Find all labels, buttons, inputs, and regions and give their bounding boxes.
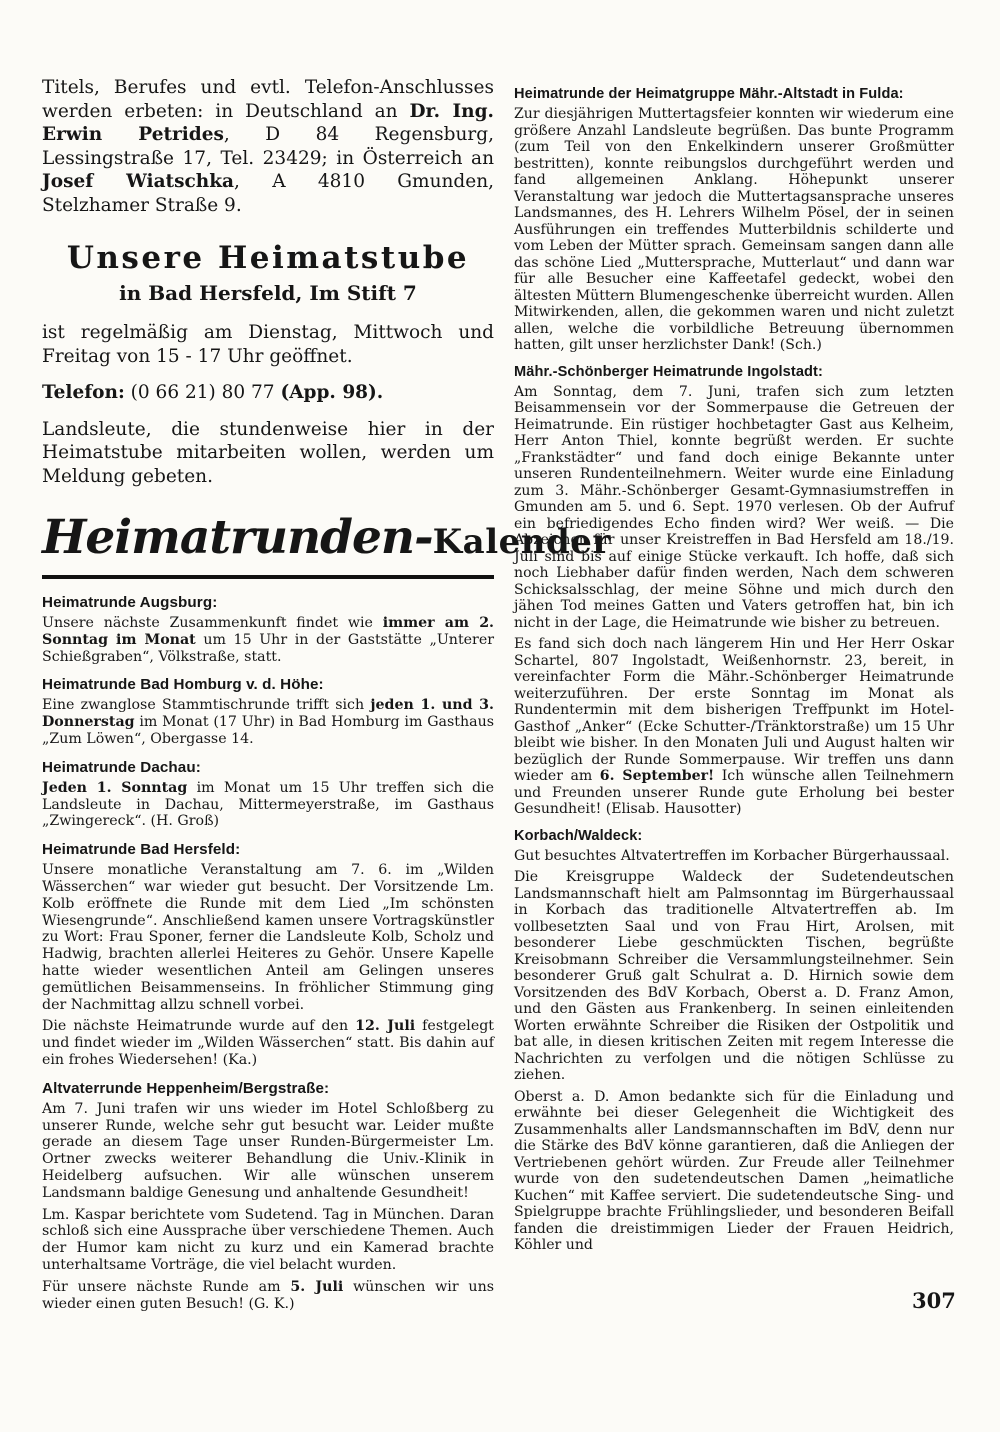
section-heimatrunde-bad-homburg [42,675,494,747]
section-heading: Altvaterrunde Heppenheim/Bergstraße: [42,1079,330,1097]
section-heimatrunde-fulda [514,85,954,354]
section-heading: Korbach/Waldeck: [514,827,643,844]
section-heading: Heimatrunde Dachau: [42,758,201,776]
section-heimatrunde-bad-hersfeld [42,840,494,1069]
section-paragraph: Die Kreisgruppe Waldeck der Sudetendeutschen Landsmannschaft hielt am Palmsonntag im Bürgerhaussaal in Korbach das traditionelle Altvatertreffen ab. Im vollbesetzten Saal und von Frau Hirt, Arolsen, mit besonderer Liebe geschmückten Tischen, begrüßte Kreisobmann Schreiber die Versammlungsteilnehmer. Sein besonderer Gruß galt Schulrat a. D. Hirnich sowie dem Vorsitzenden des BdV Korbach, Oberst a. D. Franz Amon, und den Gästen aus Frankenberg. In seinen einleitenden Worten erwähnte Schreiber die Risiken der Ostpolitik und bat alle, in diesen kritischen Zeiten mit regem Interesse die Nachrichten zu verfolgen und die nötigen Schlüsse zu ziehen. [514,869,954,1083]
section-paragraph: Oberst a. D. Amon bedankte sich für die Einladung und erwähnte bei dieser Gelegenheit die Wichtigkeit des Zusammenhalts aller Landsmannschaften im BdV, denn nur die Stärke des BdV könne garantieren, daß die Anliegen der Vertriebenen gehört würden. Zur Freude aller Teilnehmer wurde von den sudetendeutschen Damen „heimatliche Kuchen“ mit Kaffee serviert. Die sudetendeutsche Sing- und Spielgruppe brachte Frühlingslieder, und besonderen Beifall fanden die dreistimmigen Lieder der Frauen Heidrich, Köhler und [514,1088,954,1253]
section-heimatrunde-ingolstadt [514,363,954,818]
section-heading: Mähr.-Schönberger Heimatrunde Ingolstadt: [514,363,823,380]
section-heading: Heimatrunde der Heimatgruppe Mähr.-Altstadt in Fulda: [514,86,904,102]
heimatstube-note: Landsleute, die stundenweise hier in der Heimatstube mitarbeiten wollen, werden um Meldung gebeten. [42,418,494,487]
section-altvaterrunde-heppenheim [42,1079,494,1313]
section-paragraph: Es fand sich doch nach längerem Hin und Her Herr Oskar Schartel, 807 Ingolstadt, Weißenhornstr. 23, bereit, in vereinfachter Form die Mähr.-Schönberger Heimatrunde weiterzuführen. Der erste Sonntag im Monat als Rundentermin mit dem bisherigen Treffpunkt im Hotel-Gasthof „Anker“ (Ecke Schutter-/Tränktorstraße) um 15 Uhr bleibt wie bisher. In den Monaten Juli und August halten wir bezüglich der Runde Sommerpause. Wir treffen uns dann wieder am 6. September! Ich wünsche allen Teilnehmern und Freunden unserer Runde gute Erholung bei bester Gesundheit! (Elisab. Hausotter) [514,636,954,817]
section-paragraph: Jeden 1. Sonntag im Monat um 15 Uhr treffen sich die Landsleute in Dachau, Mittermeyerstraße, im Gasthaus „Zwingereck“. (H. Groß) [42,779,494,830]
section-paragraph: Eine zwanglose Stammtischrunde trifft sich jeden 1. und 3. Donnerstag im Monat (17 Uhr) in Bad Homburg im Gasthaus „Zum Löwen“, Obergasse 14. [42,697,494,747]
heimatstube-phone: Telefon: (0 66 21) 80 77 (App. 98). [42,382,384,403]
section-heading: Heimatrunde Augsburg: [42,594,218,611]
page-number: 307 [912,1288,956,1313]
kalender-masthead [42,510,611,579]
right-column [514,76,954,1261]
heimatstube-section [42,241,494,488]
section-paragraph: Die nächste Heimatrunde wurde auf den 12. Juli festgelegt und findet wieder im „Wilden Wässerchen“ statt. Bis dahin auf ein frohes Wiedersehen! (Ka.) [42,1018,495,1068]
kalender-serif-title: Kalender [432,522,611,562]
heimatstube-subtitle: in Bad Hersfeld, Im Stift 7 [119,281,417,305]
section-paragraph: Gut besuchtes Altvatertreffen im Korbacher Bürgerhaussaal. [514,847,950,864]
section-heading: Heimatrunde Bad Homburg v. d. Höhe: [42,676,324,694]
heimatstube-title: Unsere Heimatstube [66,240,470,276]
section-paragraph: Zur diesjährigen Muttertagsfeier konnten wir wiederum eine größere Anzahl Landsleute begrüßen. Das bunte Programm (zum Teil von den Enkelkindern unserer Großmütter bestritten), konnte reibungslos durchgeführt werden und fand allgemeinen Anklang. Höhepunkt unserer Veranstaltung war jedoch die Muttertagsansprache unseres Landsmannes, des H. Lehrers Wilhelm Pösel, der in seinen Ausführungen ein treffendes Mutterbildnis schilderte und vom Leben der Mütter sprach. Gemeinsam sangen dann alle das schöne Lied „Muttersprache, Mutterlaut“ und dann war für alle Besucher eine Kaffeetafel gedeckt, wobei den ältesten Müttern Blumengeschenke überreicht wurden. Allen Mitwirkenden, allen, die gekommen waren und nicht zuletzt allen, welche die vorbildliche Betreuung übernommen hatten, gilt unser herzlichster Dank! (Sch.) [514,106,955,353]
section-heading: Heimatrunde Bad Hersfeld: [42,841,241,859]
section-heimatrunde-dachau [42,758,494,830]
section-paragraph: Lm. Kaspar berichtete vom Sudetend. Tag in München. Daran schloß sich eine Aussprache über verschiedene Themen. Auch der Humor kam nicht zu kurz und ein Kamerad brachte unterhaltsame Vorträge, die viel belacht wurden. [42,1206,494,1273]
kalender-script-title: Heimatrunden- [42,510,433,565]
section-heimatrunde-augsburg [42,593,494,665]
section-paragraph: Für unsere nächste Runde am 5. Juli wünschen wir uns wieder einen guten Besuch! (G. K.) [42,1278,494,1312]
intro-paragraph: Titels, Berufes und evtl. Telefon-Anschlusses werden erbeten: in Deutschland an Dr. Ing. Erwin Petrides, D 84 Regensburg, Lessingstraße 17, Tel. 23429; in Österreich an Josef Wiatschka, A 4810 Gmunden, Stelzhamer Straße 9. [42,77,495,216]
section-paragraph: Am 7. Juni trafen wir uns wieder im Hotel Schloßberg zu unserer Runde, welche sehr gut besucht war. Leider mußte gerade an diesem Tage unser Runden-Bürgermeister Lm. Ortner zwecks weiterer Behandlung die Univ.-Klinik in Heidelberg aufsuchen. Wir alle wünschen unserem Landsmann baldige Genesung und anhaltende Gesundheit! [42,1100,494,1201]
section-paragraph: Am Sonntag, dem 7. Juni, trafen sich zum letzten Beisammensein vor der Sommerpause die Getreuen der Heimatrunde. Ein rüstiger hochbetagter Gast aus Kelheim, Herr Anton Thiel, konnte begrüßt werden. Er suchte „Frankstädter“ und fand doch einige Bekannte unter unseren Rundenteilnehmern. Weiter wurde eine Einladung zum 3. Mähr.-Schönberger Gesamt-Gymnasiumstreffen in Gmunden am 5. und 6. Sept. 1970 verlesen. Ob der Aufruf ein befriedigendes Echo finden wird? Wer weiß. — Die Abzeichen für unser Kreistreffen in Bad Hersfeld am 18./19. Juli sind bis auf einige Stücke verkauft. Ich hoffe, daß sich noch Liebhaber dafür finden werden, Nach dem schweren Schicksalsschlag, der meine Söhne und mich durch den jähen Tod meines Gatten und Vaters getroffen hat, bin ich nicht in der Lage, die Heimatrunde wie bisher zu betreuen. [514,383,954,631]
section-paragraph: Unsere monatliche Veranstaltung am 7. 6. im „Wilden Wässerchen“ war wieder gut besucht. Der Vorsitzende Lm. Kolb eröffnete die Runde mit dem Lied „Im schönsten Wiesengrunde“. Anschließend kamen unsere Vortragskünstler zu Wort: Frau Sponer, ferner die Landsleute Kolb, Scholz und Hadwig, brachten allerlei Heiteres zu Gehör. Unsere Kapelle hatte wieder wesentlichen Anteil am Gelingen unseres gemütlichen Beisammenseins. In fröhlicher Stimmung ging der Nachmittag allzu schnell vorbei. [42,862,494,1013]
section-paragraph: Unsere nächste Zusammenkunft findet wie immer am 2. Sonntag im Monat um 15 Uhr in der Gaststätte „Unterer Schießgraben“, Völkstraße, statt. [42,615,495,665]
heimatstube-hours: ist regelmäßig am Dienstag, Mittwoch und Freitag von 15 - 17 Uhr geöffnet. [42,322,494,367]
section-korbach-waldeck [514,827,954,1254]
